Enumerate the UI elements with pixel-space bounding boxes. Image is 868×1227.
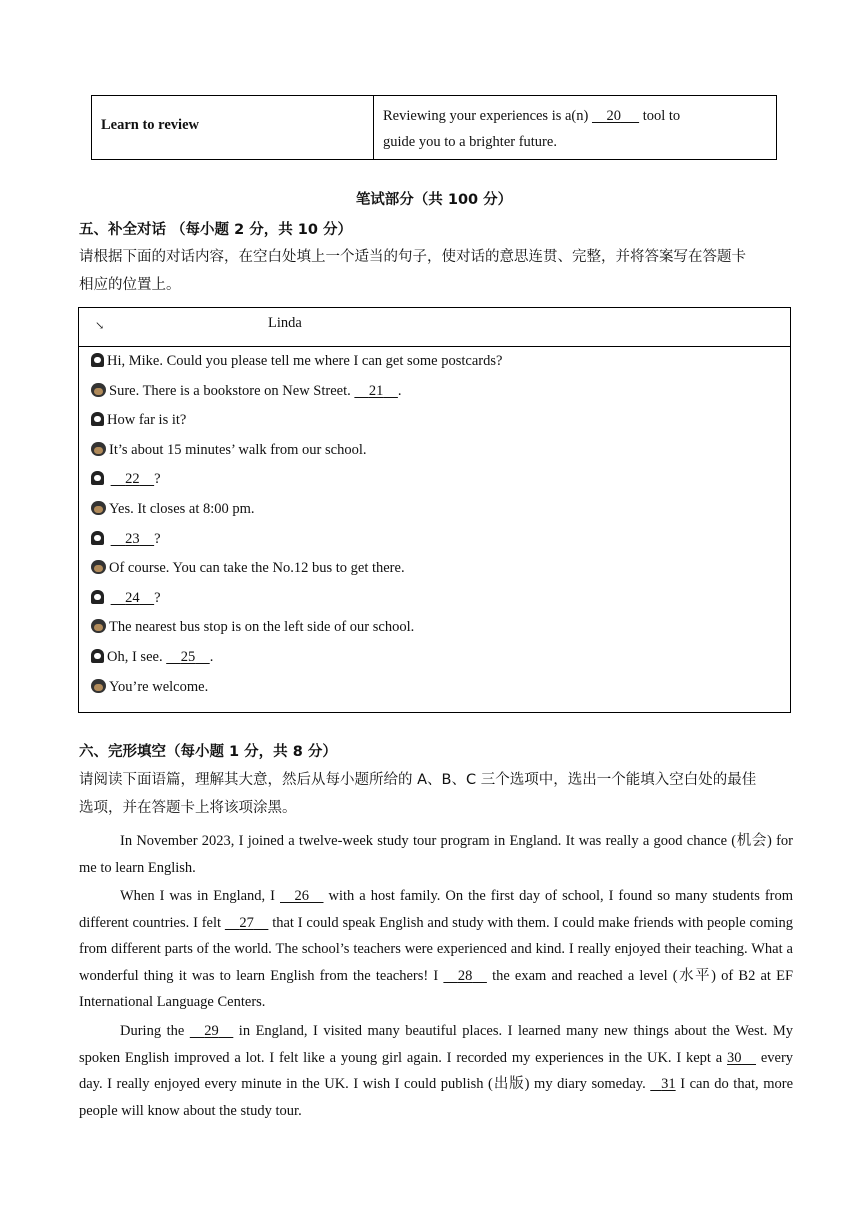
girl-avatar-icon [91,531,104,545]
passage-p3-c: every day. I really enjoyed every minute in the UK. I wish I could publish (出版) my diary someday. [79,1049,794,1092]
arrow-icon: ↘ [95,320,105,332]
dialogue-line [91,471,161,488]
blank-24: 24 [125,589,140,606]
dialogue-text: How far is it? [107,412,187,429]
section6-instruction-line1: 请阅读下面语篇，理解其大意，然后从每小题所给的 A、B、C 三个选项中，选出一个能填入空白处的最佳 [79,772,757,788]
dialogue-line [91,501,255,518]
dialogue-line [91,619,414,636]
table-divider [373,96,374,159]
blank-22: 22 [125,471,140,488]
blank-23: 23 [125,530,140,547]
dialogue-text: Of course. You can take the No.12 bus to get there. [109,560,405,577]
dialogue-line [91,353,502,370]
dialogue-line [91,383,402,400]
blank-26: 26 [294,888,309,904]
girl-avatar-icon [91,590,104,604]
table-right-cell [383,103,768,155]
boy-avatar-icon [91,442,106,456]
dialogue-text: Hi, Mike. Could you please tell me where I can get some postcards? [107,353,503,369]
girl-avatar-icon [91,471,104,485]
section5-title: 五、补全对话 （每小题 2 分，共 10 分） [79,222,353,238]
dialogue-line [91,531,161,548]
review-table [91,95,777,160]
section5-instruction-line2: 相应的位置上。 [79,277,181,293]
dialogue-text: Yes. It closes at 8:00 pm. [109,501,255,517]
passage-p1-text: In November 2023, I joined a twelve-week study tour program in England. It was really a good chance (机会) for me to learn English. [79,833,793,876]
passage-paragraph-1 [79,828,793,881]
dialogue-text: Sure. There is a bookstore on New Street. [109,382,355,399]
passage-p3-d: I can do that, more people will know about the study tour. [79,1076,794,1119]
dialogue-header-name: Linda [268,315,302,331]
section6-instruction-line2: 选项，并在答题卡上将该项涂黑。 [79,800,297,816]
section5-instruction-line1: 请根据下面的对话内容，在空白处填上一个适当的句子，使对话的意思连贯、完整，并将答案写在答题卡 [79,249,746,265]
passage-p2-b: with a host family. On the first day of school, I found so many students from different countries. I felt [79,888,794,931]
dialogue-line [91,590,161,607]
dialogue-line [91,412,186,429]
table-right-line2: guide you to a brighter future. [383,134,557,150]
boy-avatar-icon [91,679,106,693]
girl-avatar-icon [91,412,104,426]
dialogue-line [91,560,405,577]
section6-title: 六、完形填空（每小题 1 分，共 8 分） [79,744,337,760]
dialogue-punct: ? [154,471,161,488]
girl-avatar-icon [91,353,104,367]
dialogue-line [91,442,366,459]
blank-20: 20 [606,108,621,124]
boy-avatar-icon [91,501,106,515]
dialogue-punct: ? [154,530,161,547]
table-right-text-after: tool to [642,108,681,124]
table-left-label: Learn to review [101,117,199,133]
table-right-text-before: Reviewing your experiences is a(n) [383,108,589,124]
dialogue-line [91,679,208,696]
blank-21: 21 [368,382,384,399]
passage-paragraph-3 [79,1018,793,1124]
blank-30: 30 [727,1049,742,1066]
passage-p2-c: that I could speak English and study with them. I could make friends with people coming from different parts of the world. The school’s teachers were experienced and kind. I really enjoyed their teaching. What a wonderful thing it was to learn English from the teachers! I [79,914,794,984]
blank-28: 28 [457,967,473,984]
passage-p3-a: During the [120,1023,185,1039]
dialogue-text: You’re welcome. [109,678,209,695]
boy-avatar-icon [91,619,106,633]
dialogue-punct: . [397,382,402,399]
passage-paragraph-2 [79,883,793,1016]
dialogue-box [78,307,791,713]
blank-27: 27 [239,914,254,931]
written-section-heading: 笔试部分（共 100 分） [355,192,513,208]
dialogue-text: It’s about 15 minutes’ walk from our school. [109,441,367,458]
dialogue-text: Oh, I see. [107,649,167,665]
section5-instruction [79,243,799,299]
dialogue-header [79,308,790,347]
blank-25: 25 [180,649,196,665]
dialogue-text: The nearest bus stop is on the left side of our school. [109,619,415,636]
dialogue-punct: ? [154,589,161,606]
boy-avatar-icon [91,383,106,397]
section6-instruction [79,766,799,822]
passage-p3-b: in England, I visited many beautiful places. I learned many new things about the West. My spoken English improved a lot. I felt like a young girl again. I recorded my experiences in the UK. I kept a [79,1023,793,1066]
girl-avatar-icon [91,649,104,663]
dialogue-line [91,649,213,666]
passage-p2-a: When I was in England, I [120,888,275,904]
dialogue-punct: . [209,649,214,665]
passage-p2-d: the exam and reached a level (水平) of B2 at EF International Language Centers. [79,967,794,1010]
boy-avatar-icon [91,560,106,574]
blank-31: 31 [661,1076,676,1092]
blank-29: 29 [204,1023,219,1039]
